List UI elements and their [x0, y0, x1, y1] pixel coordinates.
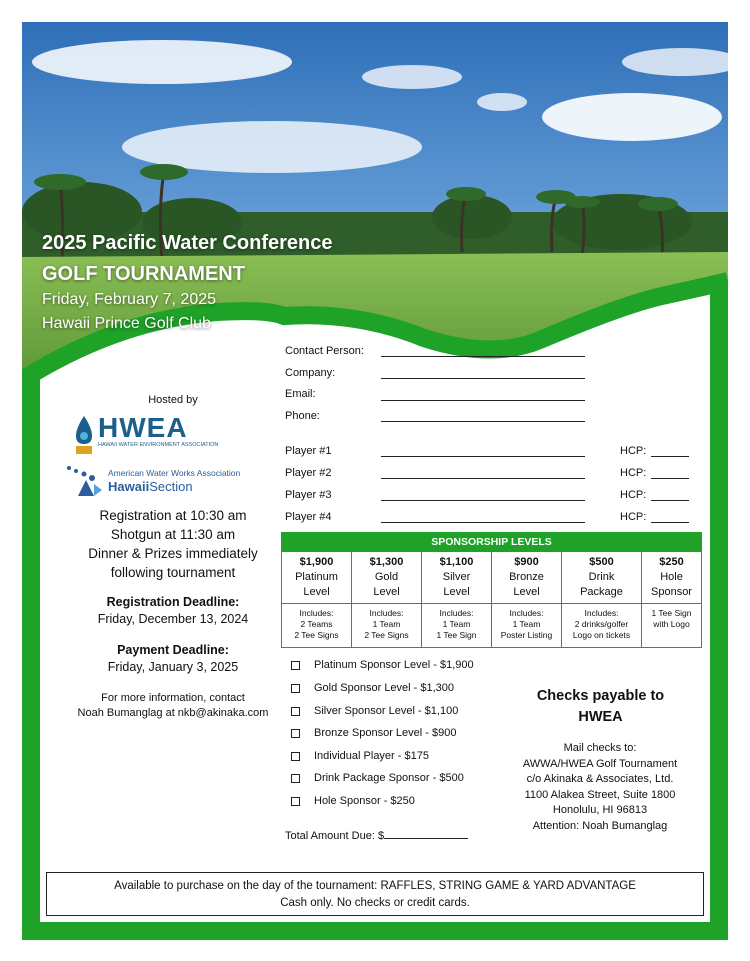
schedule-dinner-cont: following tournament — [110, 565, 236, 580]
player-1-field[interactable] — [381, 447, 585, 457]
sponsor-includes-item: 1 Team — [442, 619, 471, 629]
sponsorship-levels-table — [281, 552, 702, 648]
registration-deadline — [42, 594, 304, 628]
payment-deadline-date: Friday, January 3, 2025 — [107, 660, 239, 674]
player-1-label: Player #1 — [285, 445, 332, 457]
mail-line: Attention: Noah Bumanglag — [532, 819, 668, 832]
player-3-hcp-field[interactable] — [651, 491, 689, 501]
sponsor-price: $250 — [659, 556, 684, 568]
contact-info — [42, 691, 304, 721]
checks-payable-label: Checks payable to — [536, 688, 665, 704]
hwea-logo-text: HWEA — [98, 412, 188, 443]
sponsor-name: Gold — [374, 571, 399, 583]
mail-line: Honolulu, HI 96813 — [552, 804, 648, 816]
sponsor-includes-item: Logo on tickets — [572, 630, 631, 640]
option-label: Silver Sponsor Level - $1,100 — [314, 705, 459, 717]
hwea-logo-subtitle: HAWAII WATER ENVIRONMENT ASSOCIATION — [98, 442, 219, 448]
player-4-hcp-label: HCP: — [620, 511, 647, 523]
sponsor-name-cont: Package — [580, 586, 623, 598]
sponsor-price: $1,900 — [299, 556, 334, 568]
player-2-hcp-label: HCP: — [620, 467, 647, 479]
awwa-hawaii-section-logo — [64, 462, 249, 498]
player-3-hcp-label: HCP: — [620, 489, 647, 501]
option-label: Individual Player - $175 — [314, 750, 429, 762]
sponsor-col-hole — [642, 552, 701, 647]
contact-info-line2: Noah Bumanglag at nkb@akinaka.com — [77, 707, 269, 719]
sponsor-col-gold — [352, 552, 422, 647]
event-date: Friday, February 7, 2025 — [42, 291, 217, 308]
sponsor-includes-item: 1 Team — [372, 619, 401, 629]
sponsor-includes: Includes: — [299, 608, 334, 618]
email-label: Email: — [285, 388, 316, 400]
event-subtitle: GOLF TOURNAMENT — [42, 263, 245, 285]
player-2-field[interactable] — [381, 469, 585, 479]
player-2-label: Player #2 — [285, 467, 332, 479]
option-hole-sponsor[interactable] — [291, 794, 415, 808]
registration-deadline-date: Friday, December 13, 2024 — [97, 612, 249, 626]
contact-person-field[interactable] — [381, 347, 585, 357]
option-label: Drink Package Sponsor - $500 — [314, 772, 464, 784]
sponsor-price: $1,300 — [369, 556, 404, 568]
option-platinum[interactable] — [291, 658, 474, 672]
sponsor-includes-item: 1 Tee Sign — [651, 608, 692, 618]
sponsor-name-cont: Level — [443, 586, 470, 598]
hwea-logo — [74, 412, 239, 456]
checkbox[interactable] — [291, 797, 300, 806]
total-amount-due — [285, 829, 468, 842]
option-individual-player[interactable] — [291, 749, 429, 763]
golf-course-photo — [22, 22, 728, 422]
sponsorship-levels-heading: SPONSORSHIP LEVELS — [281, 532, 702, 552]
sponsor-price: $500 — [589, 556, 614, 568]
phone-field[interactable] — [381, 412, 585, 422]
notice-line2: Cash only. No checks or credit cards. — [280, 897, 470, 909]
player-3-field[interactable] — [381, 491, 585, 501]
sponsor-includes-item: Poster Listing — [500, 630, 553, 640]
sponsor-col-bronze — [492, 552, 562, 647]
sponsor-includes-item: 2 Teams — [300, 619, 333, 629]
event-venue: Hawaii Prince Golf Club — [42, 315, 211, 332]
schedule-registration: Registration at 10:30 am — [99, 508, 247, 523]
sponsor-col-drink — [562, 552, 642, 647]
awwa-logo-hawaii: Hawaii — [108, 479, 150, 494]
mail-heading: Mail checks to: — [563, 742, 637, 754]
sponsor-name-cont: Level — [303, 586, 330, 598]
hosted-by-label: Hosted by — [148, 394, 198, 406]
player-4-label: Player #4 — [285, 511, 332, 523]
schedule-shotgun: Shotgun at 11:30 am — [110, 527, 236, 542]
sponsor-col-silver — [422, 552, 492, 647]
phone-label: Phone: — [285, 410, 320, 422]
payment-deadline-label: Payment Deadline: — [117, 643, 229, 657]
option-bronze[interactable] — [291, 726, 456, 740]
checkbox[interactable] — [291, 661, 300, 670]
mail-line: c/o Akinaka & Associates, Ltd. — [526, 773, 674, 785]
option-drink-package[interactable] — [291, 771, 464, 785]
checks-payable-to: HWEA — [578, 709, 623, 725]
sponsor-name: Hole — [660, 571, 683, 583]
option-gold[interactable] — [291, 681, 454, 695]
sponsor-includes: Includes: — [584, 608, 619, 618]
option-label: Bronze Sponsor Level - $900 — [314, 727, 457, 739]
checkbox[interactable] — [291, 684, 300, 693]
checkbox[interactable] — [291, 729, 300, 738]
sponsor-includes-item: 1 Team — [512, 619, 541, 629]
sponsor-price: $1,100 — [439, 556, 474, 568]
day-of-purchase-notice — [46, 872, 704, 916]
frame-border-bottom — [22, 922, 728, 940]
player-4-hcp-field[interactable] — [651, 513, 689, 523]
sponsor-name-cont: Sponsor — [651, 586, 692, 598]
company-field[interactable] — [381, 369, 585, 379]
sponsor-name: Silver — [442, 571, 471, 583]
option-label: Platinum Sponsor Level - $1,900 — [314, 659, 474, 671]
mail-line: 1100 Alakea Street, Suite 1800 — [524, 788, 676, 801]
contact-person-label: Contact Person: — [285, 345, 364, 357]
sponsor-includes-item: 1 Tee Sign — [436, 630, 477, 640]
event-title: 2025 Pacific Water Conference — [42, 232, 333, 254]
company-label: Company: — [285, 367, 336, 379]
schedule-dinner: Dinner & Prizes immediately — [88, 546, 258, 561]
player-2-hcp-field[interactable] — [651, 469, 689, 479]
registration-deadline-label: Registration Deadline: — [106, 595, 240, 609]
email-field[interactable] — [381, 391, 585, 401]
player-4-field[interactable] — [381, 513, 585, 523]
sponsor-name: Drink — [588, 571, 615, 583]
checkbox[interactable] — [291, 752, 300, 761]
sponsor-includes-item: 2 drinks/golfer — [574, 619, 629, 629]
mailing-address — [500, 741, 700, 834]
total-amount-field[interactable] — [384, 829, 468, 839]
contact-info-line1: For more information, contact — [101, 692, 245, 704]
checks-payable — [508, 686, 693, 728]
player-1-hcp-field[interactable] — [651, 447, 689, 457]
event-schedule — [42, 506, 304, 582]
sponsor-name: Bronze — [509, 571, 544, 583]
option-label: Gold Sponsor Level - $1,300 — [314, 682, 455, 694]
payment-deadline — [42, 642, 304, 676]
sponsor-name-cont: Level — [373, 586, 400, 598]
sponsor-includes: Includes: — [439, 608, 474, 618]
sponsor-includes: Includes: — [369, 608, 404, 618]
awwa-logo-section: Section — [149, 479, 193, 494]
sponsor-includes-item: 2 Tee Signs — [364, 630, 409, 640]
option-label: Hole Sponsor - $250 — [314, 795, 415, 807]
checkbox[interactable] — [291, 774, 300, 783]
sponsor-includes-item: with Logo — [653, 619, 690, 629]
awwa-logo-line1: American Water Works Association — [108, 468, 241, 478]
player-3-label: Player #3 — [285, 489, 332, 501]
checkbox[interactable] — [291, 707, 300, 716]
frame-border-right — [710, 280, 728, 940]
frame-border-left — [22, 380, 40, 940]
player-1-hcp-label: HCP: — [620, 445, 647, 457]
mail-line: AWWA/HWEA Golf Tournament — [522, 757, 678, 770]
sponsor-includes-item: 2 Tee Signs — [294, 630, 339, 640]
sponsor-name-cont: Level — [513, 586, 540, 598]
notice-line1: Available to purchase on the day of the tournament: RAFFLES, STRING GAME & YARD ADVANTAGE — [114, 880, 636, 892]
option-silver[interactable] — [291, 704, 458, 718]
total-amount-label: Total Amount Due: $ — [285, 830, 385, 842]
sponsor-price: $900 — [514, 556, 539, 568]
sponsor-includes: Includes: — [509, 608, 544, 618]
sponsor-col-platinum — [282, 552, 352, 647]
sponsor-name: Platinum — [295, 571, 338, 583]
